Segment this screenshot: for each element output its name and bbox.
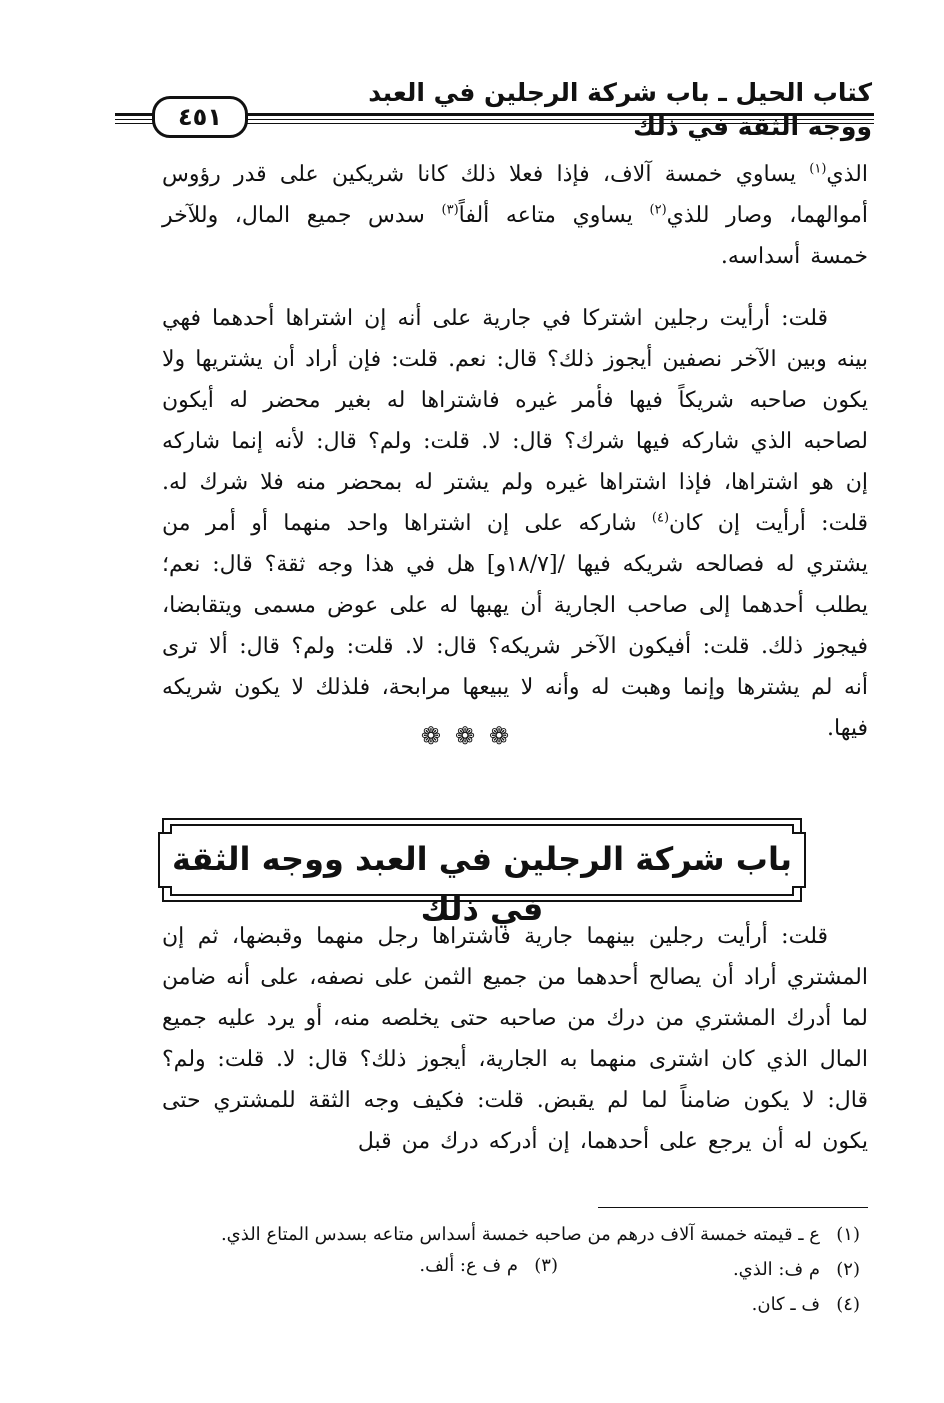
running-header-title: كتاب الحيل ـ باب شركة الرجلين في العبد ووجه الثقة في ذلك	[368, 78, 872, 141]
footnote-ref-1: (١)	[809, 161, 827, 177]
footnote-ref-4: (٤)	[651, 510, 670, 526]
paragraph-1: الذي$^{(١)}$ يساوي خمسة آلاف، فإذا فعلا ذلك كانا شريكين على قدر رؤوس أموالهما، وصار للذي$^{(٢)}$ يساوي متاعه ألفاً$^{(٣)}$ سدس جميع المال، وللآخر خمسة أسداسه.	[162, 161, 868, 269]
chapter-title: باب شركة الرجلين في العبد ووجه الثقة في ذلك	[172, 840, 792, 928]
page-number: ٤٥١	[152, 96, 248, 138]
footnote-ref-3: (٣)	[441, 202, 459, 218]
footnote-1: (١)ع ـ قيمته خمسة آلاف درهم من صاحبه خمسة أسداس متاعه بسدس المتاع الذي.	[220, 1224, 860, 1245]
section-separator: ❁❁❁	[420, 722, 524, 750]
footnote-divider	[598, 1207, 868, 1208]
footnote-4: (٤)ف ـ كان.	[751, 1294, 860, 1315]
footnote-ref-2: (٢)	[649, 202, 667, 218]
paragraph-2: قلت: أرأيت رجلين اشتركا في جارية على أنه إن اشتراها أحدهما فهي بينه وبين الآخر نصفين أيجوز ذلك؟ قال: نعم. قلت: فإن أراد أن يشتريها ولا يكون صاحبه شريكاً فيها فأمر غيره فاشتراها له بغير محضر له أيكون لصاحبه الذي شاركه فيها شرك؟ قال: لا. قلت: ولم؟ قال: لأنه إنما شاركه إن هو اشتراها، فإذا اشتراها غيره ولم يشتر له بمحضر منه فلا شرك له. قلت: أرأيت إن كان$^{(٤)}$ شاركه على إن اشتراها واحد منهما أو أمر من يشتري له فصالحه شريكه فيها /[١٨/٧و] هل في هذا وجه ثقة؟ قال: نعم؛ يطلب أحدهما إلى صاحب الجارية أن يهبها له على عوض مسمى ويتقابضا، فيجوز ذلك. قلت: أفيكون الآخر شريكه؟ قال: لا. قلت: ولم؟ قال: ألا ترى أنه لم يشترها وإنما وهبت له وأنه لا يبيعها مرابحة، فلذلك لا يكون شريكه فيها.	[162, 306, 868, 741]
chapter-heading-frame	[162, 818, 802, 928]
paragraph-3: قلت: أرأيت رجلين بينهما جارية فاشتراها رجل منهما وقبضها، ثم إن المشتري أراد أن يصالح أحدهما من جميع الثمن على نصفه، على أنه ضامن لما أدرك المشتري من درك من صاحبه حتى يخلصه منه، أو يرد عليه جميع المال الذي كان اشترى منهما به الجارية، أيجوز ذلك؟ قال: لا. قلت: ولم؟ قال: لا يكون ضامناً لما لم يقبض. قلت: فكيف وجه الثقة للمشتري حتى يكون له أن يرجع على أحدهما، إن أدركه درك من قبل	[162, 924, 868, 1154]
footnote-3: (٣)م ف ع: ألف.	[419, 1255, 558, 1276]
footnote-2: (٢)م ف: الذي.	[732, 1259, 860, 1280]
